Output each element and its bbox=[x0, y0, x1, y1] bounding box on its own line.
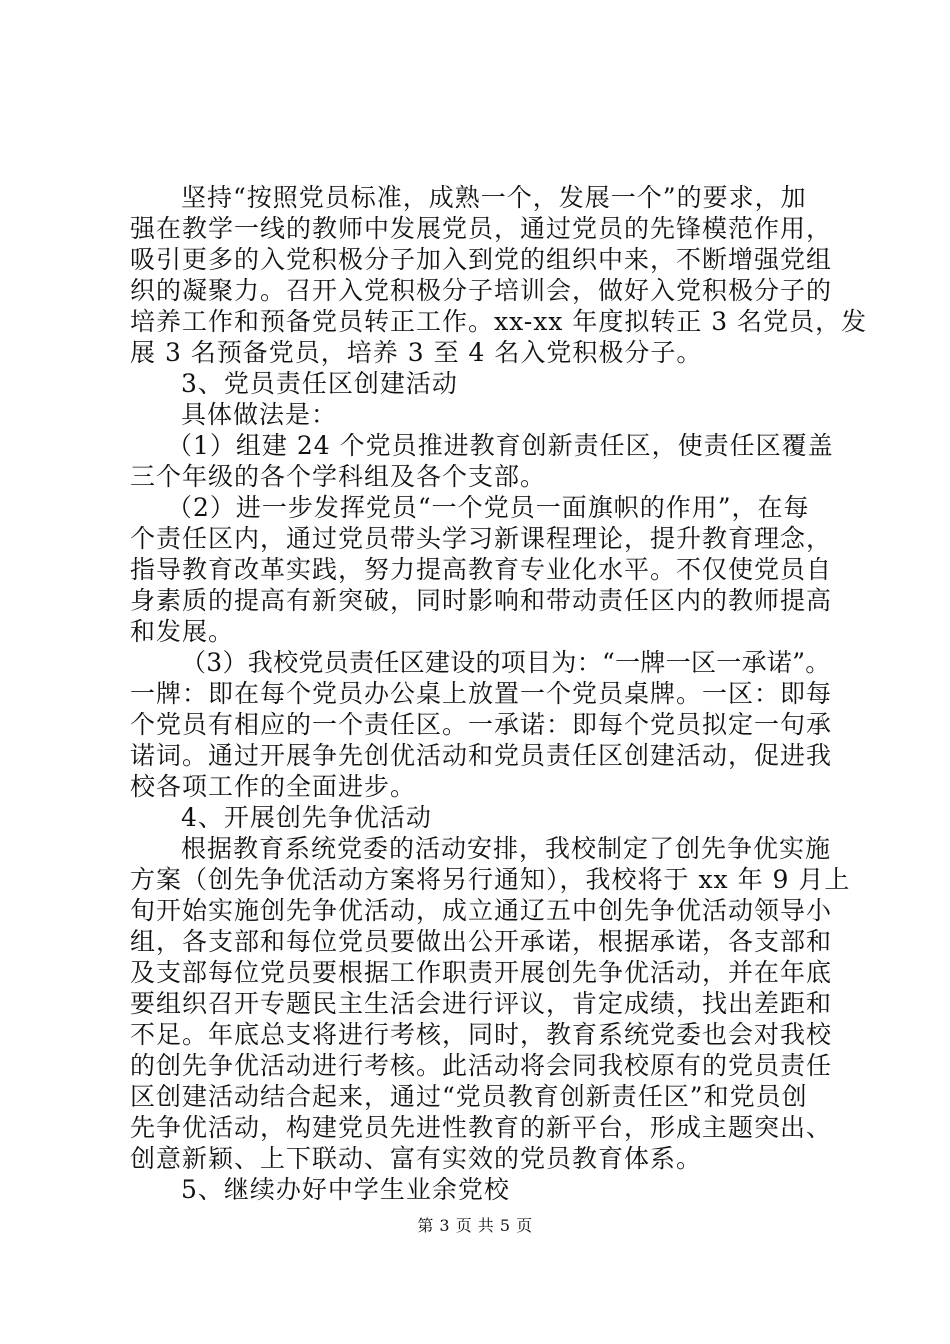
paragraph-line: 吸引更多的入党积极分子加入到党的组织中来，不断增强党组 bbox=[130, 245, 833, 274]
paragraph-line: 旬开始实施创先争优活动，成立通辽五中创先争优活动领导小 bbox=[130, 896, 833, 925]
section-heading: 3、党员责任区创建活动 bbox=[181, 369, 458, 398]
paragraph-line: 强在教学一线的教师中发展党员，通过党员的先锋模范作用， bbox=[130, 214, 833, 243]
paragraph-line: 诺词。通过开展争先创优活动和党员责任区创建活动，促进我 bbox=[130, 741, 833, 770]
paragraph-line: 组，各支部和每位党员要做出公开承诺，根据承诺，各支部和 bbox=[130, 927, 833, 956]
paragraph-line: 要组织召开专题民主生活会进行评议，肯定成绩，找出差距和 bbox=[130, 989, 833, 1018]
paragraph-line: 和发展。 bbox=[130, 617, 235, 646]
paragraph-line: （3）我校党员责任区建设的项目为：“一牌一区一承诺”。 bbox=[181, 648, 831, 677]
paragraph-line: 一牌：即在每个党员办公桌上放置一个党员桌牌。一区：即每 bbox=[130, 679, 833, 708]
page-number-footer: 第 3 页 共 5 页 bbox=[417, 1216, 533, 1235]
section-heading: 4、开展创先争优活动 bbox=[181, 803, 432, 832]
paragraph-line: 身素质的提高有新突破，同时影响和带动责任区内的教师提高 bbox=[130, 586, 833, 615]
paragraph-line: 坚持“按照党员标准，成熟一个，发展一个”的要求，加 bbox=[181, 183, 807, 212]
paragraph-line: 不足。年底总支将进行考核，同时，教育系统党委也会对我校 bbox=[130, 1020, 833, 1049]
paragraph-line: 三个年级的各个学科组及各个支部。 bbox=[130, 462, 547, 491]
paragraph-line: （1）组建 24 个党员推进教育创新责任区，使责任区覆盖 bbox=[167, 431, 834, 460]
section-heading: 5、继续办好中学生业余党校 bbox=[181, 1175, 510, 1204]
paragraph-line: 校各项工作的全面进步。 bbox=[130, 772, 417, 801]
paragraph-line: 个党员有相应的一个责任区。一承诺：即每个党员拟定一句承 bbox=[130, 710, 833, 739]
paragraph-line: 的创先争优活动进行考核。此活动将会同我校原有的党员责任 bbox=[130, 1051, 833, 1080]
paragraph-line: 创意新颖、上下联动、富有实效的党员教育体系。 bbox=[130, 1144, 703, 1173]
paragraph-line: 培养工作和预备党员转正工作。xx-xx 年度拟转正 3 名党员，发 bbox=[130, 307, 868, 336]
paragraph-line: （2）进一步发挥党员“一个党员一面旗帜的作用”，在每 bbox=[167, 493, 810, 522]
paragraph-line: 个责任区内，通过党员带头学习新课程理论，提升教育理念， bbox=[130, 524, 833, 553]
paragraph-line: 根据教育系统党委的活动安排，我校制定了创先争优实施 bbox=[181, 834, 832, 863]
paragraph-line: 及支部每位党员要根据工作职责开展创先争优活动，并在年底 bbox=[130, 958, 833, 987]
paragraph-line: 具体做法是： bbox=[181, 400, 338, 429]
paragraph-line: 先争优活动，构建党员先进性教育的新平台，形成主题突出、 bbox=[130, 1113, 833, 1142]
paragraph-line: 方案（创先争优活动方案将另行通知），我校将于 xx 年 9 月上 bbox=[130, 865, 851, 894]
paragraph-line: 指导教育改革实践，努力提高教育专业化水平。不仅使党员自 bbox=[130, 555, 833, 584]
paragraph-line: 区创建活动结合起来，通过“党员教育创新责任区”和党员创 bbox=[130, 1082, 808, 1111]
paragraph-line: 织的凝聚力。召开入党积极分子培训会，做好入党积极分子的 bbox=[130, 276, 833, 305]
paragraph-line: 展 3 名预备党员，培养 3 至 4 名入党积极分子。 bbox=[130, 338, 703, 367]
